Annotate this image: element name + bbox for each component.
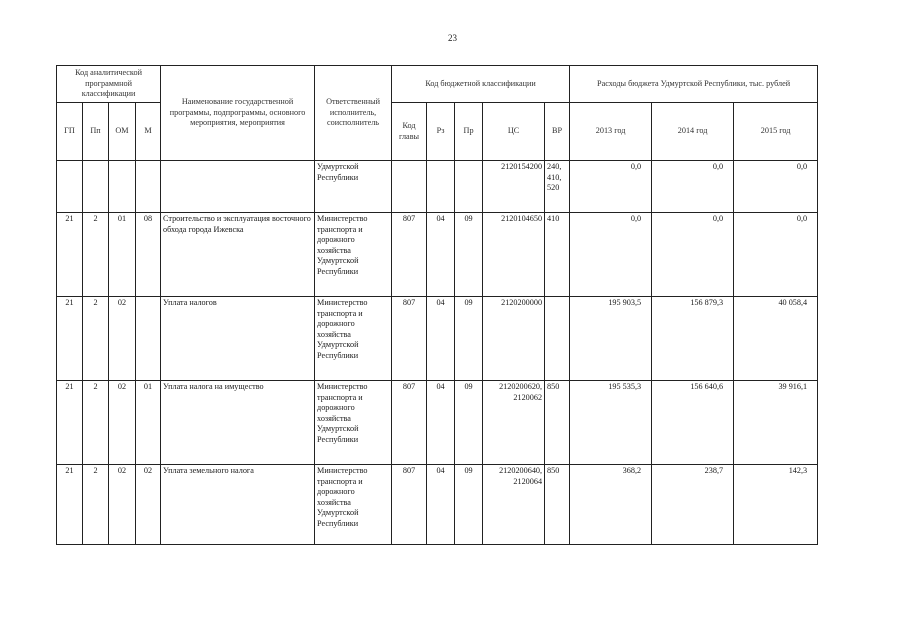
- header-vr: ВР: [545, 103, 570, 161]
- cell-2015: 0,0: [734, 213, 818, 297]
- cell-2013: 195 903,5: [570, 297, 652, 381]
- cell-responsible: Министерство транспорта и дорожного хозяйства Удмуртской Республики: [315, 213, 392, 297]
- cell-vr: 850: [545, 381, 570, 465]
- header-gp: ГП: [57, 103, 83, 161]
- cell-pp: [83, 161, 109, 213]
- cell-2014: 0,0: [652, 213, 734, 297]
- cell-name: Строительство и эксплуатация восточного обхода города Ижевска: [161, 213, 315, 297]
- cell-cs: 2120154200: [483, 161, 545, 213]
- cell-cs: 2120200000: [483, 297, 545, 381]
- table-row: [57, 213, 818, 297]
- cell-2015: 40 058,4: [734, 297, 818, 381]
- header-kod-glavy: Код главы: [392, 103, 427, 161]
- header-om: ОМ: [109, 103, 136, 161]
- cell-pp: 2: [83, 465, 109, 545]
- cell-2013: 195 535,3: [570, 381, 652, 465]
- header-cs: ЦС: [483, 103, 545, 161]
- cell-om: 01: [109, 213, 136, 297]
- cell-pr: 09: [455, 381, 483, 465]
- cell-2014: 156 640,6: [652, 381, 734, 465]
- header-pr: Пр: [455, 103, 483, 161]
- cell-2013: 0,0: [570, 161, 652, 213]
- cell-gp: [57, 161, 83, 213]
- header-2013: 2013 год: [570, 103, 652, 161]
- table-row: [57, 297, 818, 381]
- budget-table: [56, 65, 818, 545]
- cell-vr: 240, 410, 520: [545, 161, 570, 213]
- cell-vr: 850: [545, 465, 570, 545]
- cell-m: [136, 297, 161, 381]
- cell-pp: 2: [83, 213, 109, 297]
- cell-responsible: Министерство транспорта и дорожного хозяйства Удмуртской Республики: [315, 297, 392, 381]
- cell-kod-glavy: 807: [392, 213, 427, 297]
- cell-name: Уплата земельного налога: [161, 465, 315, 545]
- header-2015: 2015 год: [734, 103, 818, 161]
- cell-2015: 142,3: [734, 465, 818, 545]
- cell-2013: 0,0: [570, 213, 652, 297]
- cell-gp: 21: [57, 381, 83, 465]
- cell-cs: 2120104650: [483, 213, 545, 297]
- cell-om: [109, 161, 136, 213]
- cell-2013: 368,2: [570, 465, 652, 545]
- cell-gp: 21: [57, 297, 83, 381]
- cell-kod-glavy: 807: [392, 297, 427, 381]
- header-responsible: Ответственный исполнитель, соисполнитель: [315, 66, 392, 161]
- cell-cs: 2120200620, 2120062: [483, 381, 545, 465]
- cell-2015: 39 916,1: [734, 381, 818, 465]
- page-number: 23: [448, 33, 457, 43]
- header-budget-code: Код бюджетной классификации: [392, 66, 570, 103]
- cell-2014: 156 879,3: [652, 297, 734, 381]
- cell-vr: 410: [545, 213, 570, 297]
- cell-m: 02: [136, 465, 161, 545]
- header-name: Наименование государственной программы, подпрограммы, основного мероприятия, мероприятия: [161, 66, 315, 161]
- table-row: [57, 161, 818, 213]
- table-row: [57, 381, 818, 465]
- cell-rz: 04: [427, 297, 455, 381]
- cell-gp: 21: [57, 465, 83, 545]
- cell-rz: [427, 161, 455, 213]
- cell-pr: 09: [455, 297, 483, 381]
- cell-2014: 238,7: [652, 465, 734, 545]
- header-m: М: [136, 103, 161, 161]
- cell-m: 08: [136, 213, 161, 297]
- cell-pp: 2: [83, 297, 109, 381]
- cell-responsible: Министерство транспорта и дорожного хозяйства Удмуртской Республики: [315, 381, 392, 465]
- cell-rz: 04: [427, 465, 455, 545]
- cell-rz: 04: [427, 381, 455, 465]
- cell-pr: 09: [455, 213, 483, 297]
- cell-name: Уплата налога на имущество: [161, 381, 315, 465]
- cell-pr: [455, 161, 483, 213]
- cell-kod-glavy: 807: [392, 381, 427, 465]
- header-rz: Рз: [427, 103, 455, 161]
- header-pp: Пп: [83, 103, 109, 161]
- cell-m: 01: [136, 381, 161, 465]
- cell-m: [136, 161, 161, 213]
- cell-name: Уплата налогов: [161, 297, 315, 381]
- cell-om: 02: [109, 297, 136, 381]
- cell-kod-glavy: [392, 161, 427, 213]
- cell-responsible: Министерство транспорта и дорожного хозяйства Удмуртской Республики: [315, 465, 392, 545]
- header-expenses: Расходы бюджета Удмуртской Республики, тыс. рублей: [570, 66, 818, 103]
- table-row: [57, 465, 818, 545]
- cell-2015: 0,0: [734, 161, 818, 213]
- header-row-1: [57, 66, 818, 103]
- cell-2014: 0,0: [652, 161, 734, 213]
- cell-cs: 2120200640, 2120064: [483, 465, 545, 545]
- cell-om: 02: [109, 381, 136, 465]
- cell-gp: 21: [57, 213, 83, 297]
- cell-pp: 2: [83, 381, 109, 465]
- header-2014: 2014 год: [652, 103, 734, 161]
- cell-name: [161, 161, 315, 213]
- cell-pr: 09: [455, 465, 483, 545]
- cell-vr: [545, 297, 570, 381]
- cell-om: 02: [109, 465, 136, 545]
- header-analytic-code: Код аналитической программной классификации: [57, 66, 161, 103]
- cell-kod-glavy: 807: [392, 465, 427, 545]
- cell-rz: 04: [427, 213, 455, 297]
- cell-responsible: Удмуртской Республики: [315, 161, 392, 213]
